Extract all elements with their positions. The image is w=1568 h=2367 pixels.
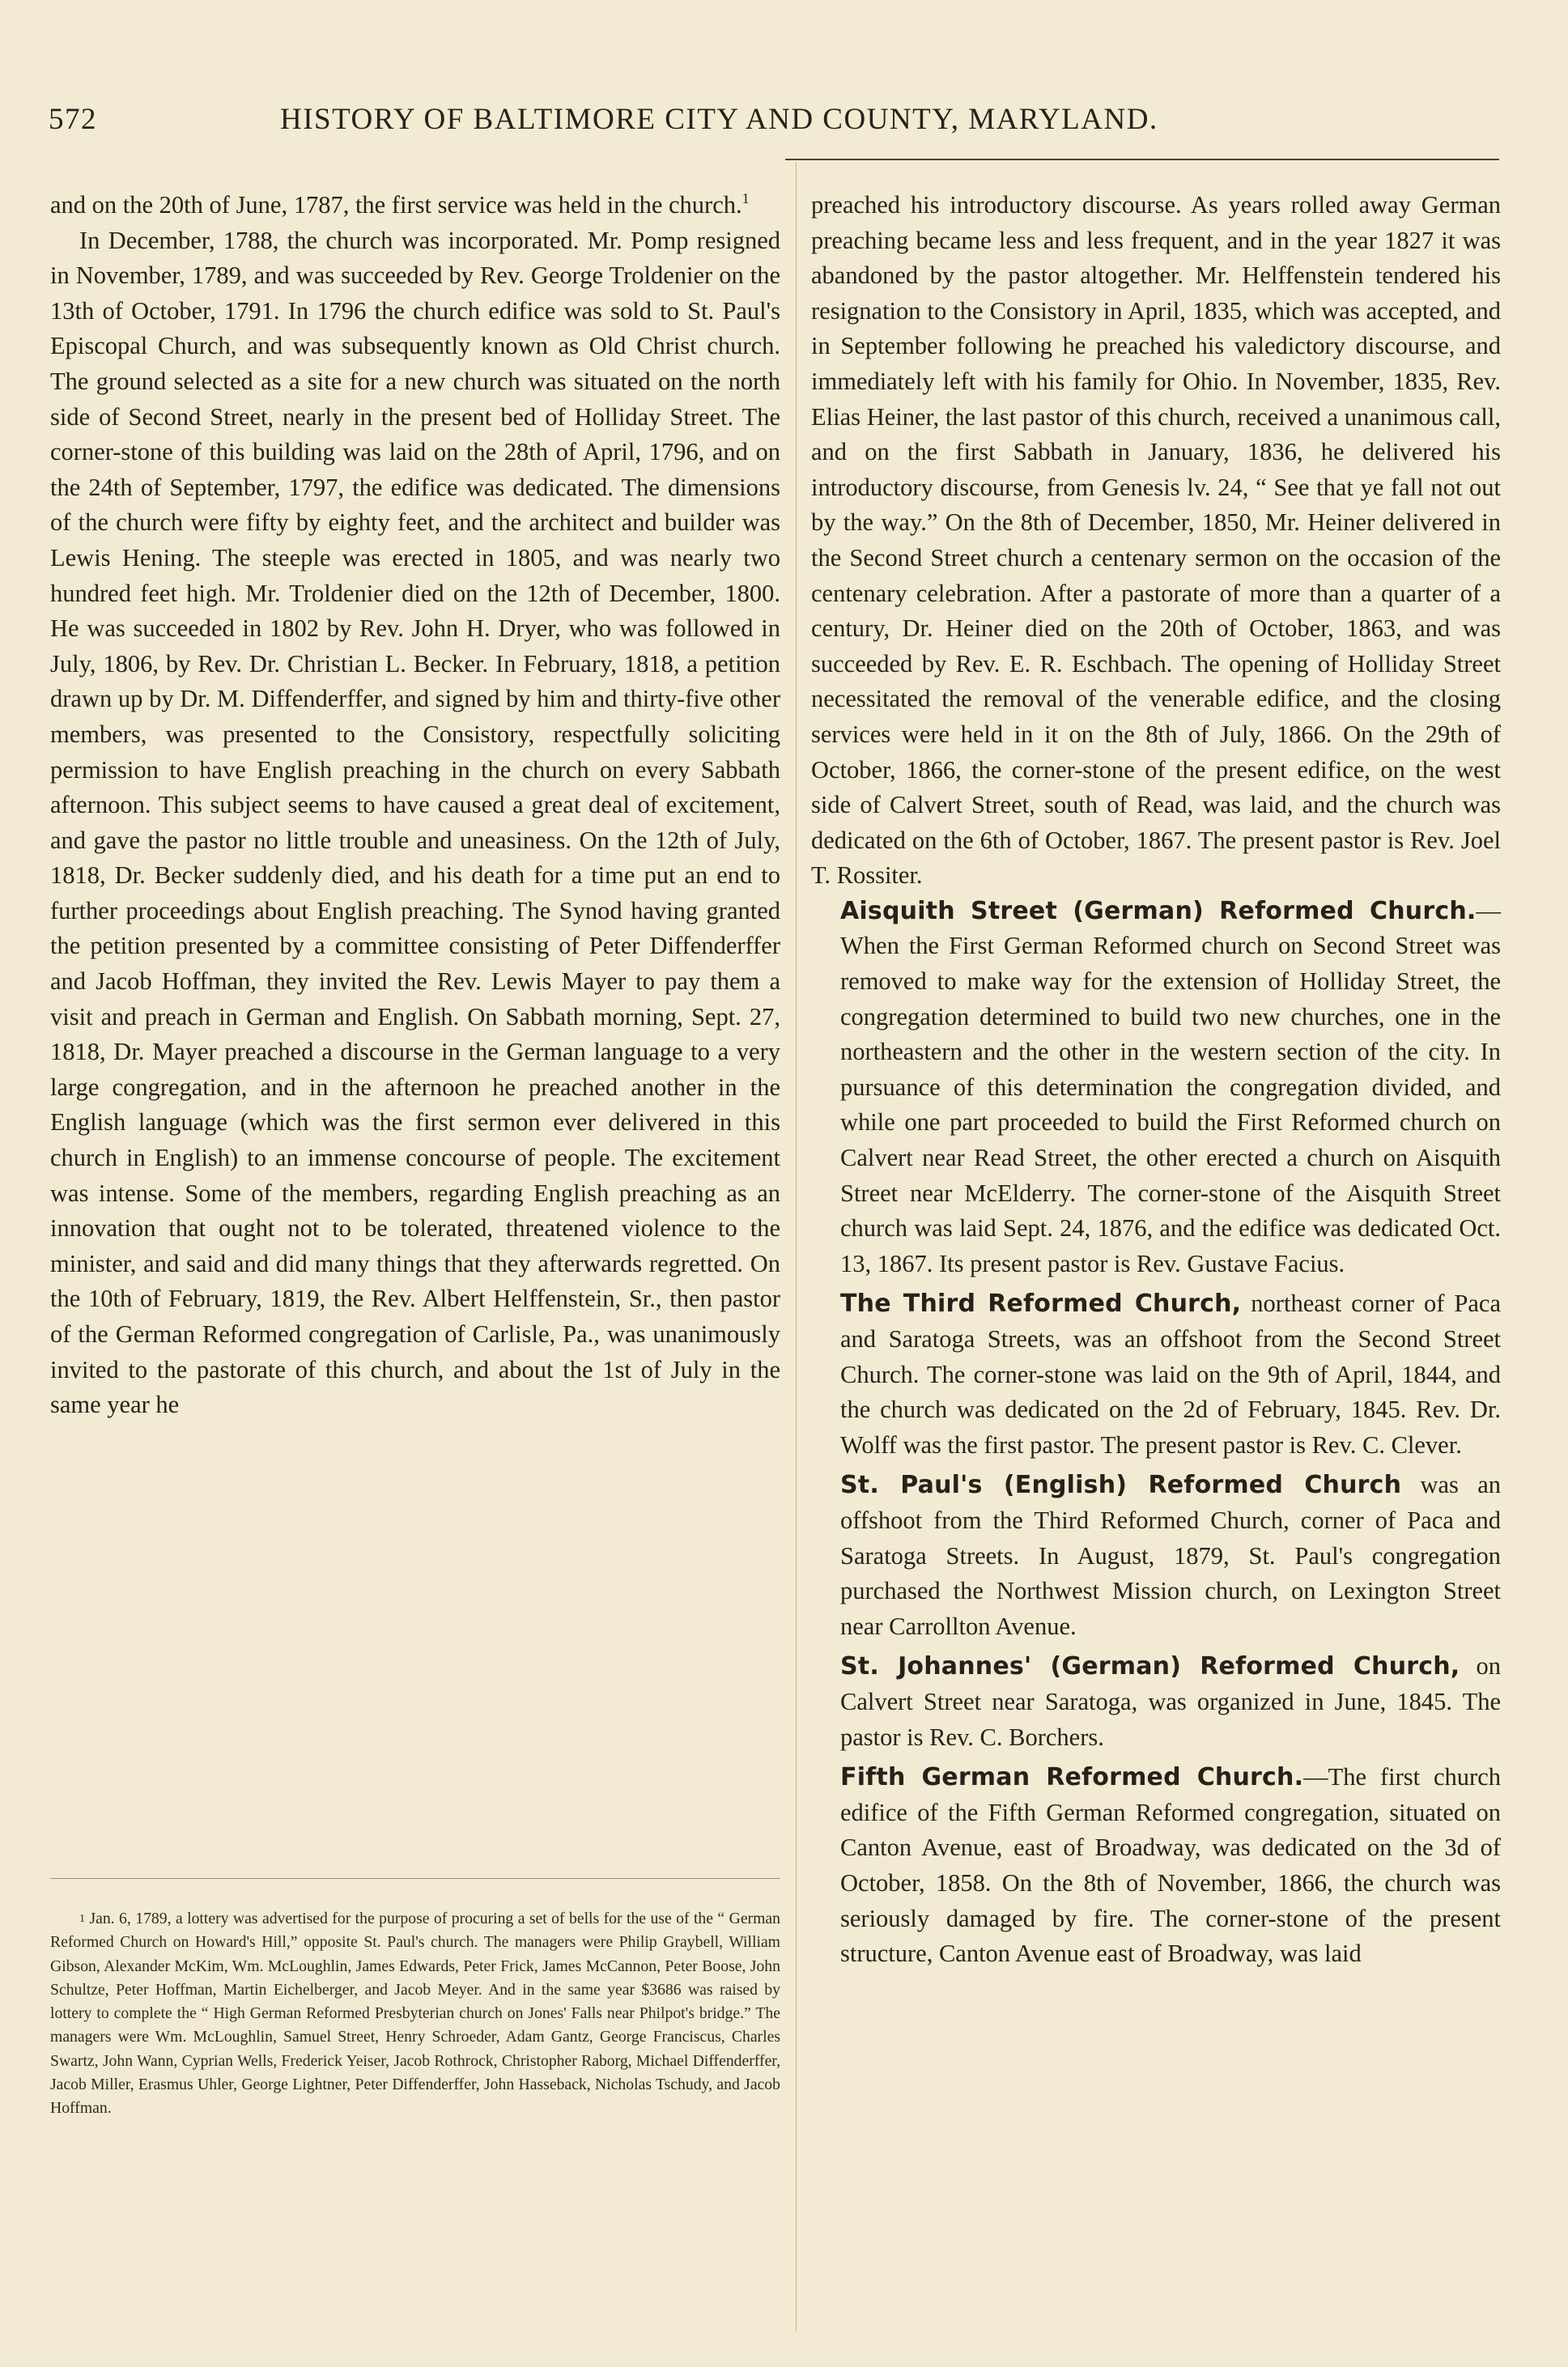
entry-heading: Fifth German Reformed Church. [840,1763,1304,1792]
entry-text: was an offshoot from the Third Reformed Church, corner of Paca and Saratoga Streets. In August, 1879, St. Paul's congregation purchased the Northwest Mission church, on Lexington Street near Carrollton Avenue. [840,1471,1501,1640]
entry-text: on Calvert Street near Saratoga, was organized in June, 1845. The pastor is Rev. C. Borchers. [840,1652,1502,1751]
church-entry-aisquith-street [811,894,1501,1282]
footnote-rule [50,1878,780,1879]
entry-heading: The Third Reformed Church, [840,1290,1242,1319]
footnote [50,1907,780,2121]
entry-text: —When the First German Reformed church on Second Street was removed to make way for the extension of Holliday Street, the congregation determined to build two new churches, one in the northeastern and the other in the western section of the city. In pursuance of this determination the congregation divided, and while one part proceeded to build the First Reformed church on Calvert near Read Street, the other erected a church on Aisquith Street near McElderry. The corner-stone of the Aisquith Street church was laid Sept. 24, 1876, and the edifice was dedicated Oct. 13, 1867. Its present pastor is Rev. Gustave Facius. [840,896,1501,1277]
entry-heading: St. Johannes' (German) Reformed Church, [840,1652,1460,1681]
entry-heading: St. Paul's (English) Reformed Church [840,1471,1402,1500]
right-column [811,188,1501,1972]
paragraph-text: and on the 20th of June, 1787, the first service was held in the church. [50,191,742,219]
entry-heading: Aisquith Street (German) Reformed Church. [840,896,1477,925]
paragraph: preached his introductory discourse. As years rolled away German preaching became less and less frequent, and in the year 1827 it was abandoned by the pastor altogether. Mr. Helffenstein tendered his resignation to the Consistory in April, 1835, which was accepted, and in September following he preached his valedictory discourse, and immediately left with his family for Ohio. In November, 1835, Rev. Elias Heiner, the last pastor of this church, received a unanimous call, and on the first Sabbath in January, 1836, he delivered his introductory discourse, from Genesis lv. 24, “ See that ye fall not out by the way.” On the 8th of December, 1850, Mr. Heiner delivered in the Second Street church a centenary sermon on the occasion of the centenary celebration. After a pastorate of more than a quarter of a century, Dr. Heiner died on the 20th of October, 1863, and was succeeded by Rev. E. R. Eschbach. The opening of Holliday Street necessitated the removal of the venerable edifice, and the closing services were held in it on the 8th of July, 1866. On the 29th of October, 1866, the corner-stone of the present edifice, on the west side of Calvert Street, south of Read, was laid, and the church was dedicated on the 6th of October, 1867. The present pastor is Rev. Joel T. Rossiter. [811,191,1501,890]
entry-text: northeast corner of Paca and Saratoga Streets, was an offshoot from the Second Street Church. The corner-stone was laid on the 9th of April, 1844, and the church was dedicated on the 2d of February, 1845. Rev. Dr. Wolff was the first pastor. The present pastor is Rev. C. Clever. [840,1290,1502,1459]
entry-text: —The first church edifice of the Fifth German Reformed congregation, situated on Canton Avenue, east of Broadway, was dedicated on the 3d of October, 1858. On the 8th of November, 1866, the church was seriously damaged by fire. The corner-stone of the present structure, Canton Avenue east of Broadway, was laid [840,1763,1502,1968]
left-column [50,188,780,1423]
column-divider [796,162,797,2331]
footnote-reference: 1 [742,190,750,206]
church-entry-st-pauls-english [811,1468,1501,1644]
footnote-marker: 1 [79,1913,85,1925]
church-entry-st-johannes [811,1649,1501,1755]
running-head [49,102,1506,142]
church-entry-fifth-german [811,1760,1501,1972]
paragraph [50,188,780,223]
paragraph: In December, 1788, the church was incorporated. Mr. Pomp resigned in November, 1789, and was succeeded by Rev. George Troldenier on the 13th of October, 1791. In 1796 the church edifice was sold to St. Paul's Episcopal Church, and was subsequently known as Old Christ church. The ground selected as a site for a new church was situated on the north side of Second Street, nearly in the present bed of Holliday Street. The corner-stone of this building was laid on the 28th of April, 1796, and on the 24th of September, 1797, the edifice was dedicated. The dimensions of the church were fifty by eighty feet, and the architect and builder was Lewis Hening. The steeple was erected in 1805, and was nearly two hundred feet high. Mr. Troldenier died on the 12th of December, 1800. He was succeeded in 1802 by Rev. John H. Dryer, who was followed in July, 1806, by Rev. Dr. Christian L. Becker. In February, 1818, a petition drawn up by Dr. M. Diffenderffer, and signed by him and thirty-five other members, was presented to the Consistory, respectfully soliciting permission to have English preaching in the church on every Sabbath afternoon. This subject seems to have caused a great deal of excitement, and gave the pastor no little trouble and uneasiness. On the 12th of July, 1818, Dr. Becker suddenly died, and his death for a time put an end to further proceedings about English preaching. The Synod having granted the petition presented by a committee consisting of Peter Diffenderffer and Jacob Hoffman, they invited the Rev. Lewis Mayer to pay them a visit and preach in German and English. On Sabbath morning, Sept. 27, 1818, Dr. Mayer preached a discourse in the German language to a very large congregation, and in the afternoon he preached another in the English language (which was the first sermon ever delivered in this church in English) to an immense concourse of people. The excitement was intense. Some of the members, regarding English preaching as an innovation that ought not to be tolerated, threatened violence to the minister, and said and did many things that they afterwards regretted. On the 10th of February, 1819, the Rev. Albert Helffenstein, Sr., then pastor of the German Reformed congregation of Carlisle, Pa., was unanimously invited to the pastorate of this church, and about the 1st of July in the same year he [50,226,780,1419]
running-title: HISTORY OF BALTIMORE CITY AND COUNTY, MARYLAND. [280,103,1158,136]
footnote-text: Jan. 6, 1789, a lottery was advertised for the purpose of procuring a set of bells for the use of the “ German Reformed Church on Howard's Hill,” opposite St. Paul's church. The managers were Philip Graybell, William Gibson, Alexander McKim, Wm. McLoughlin, James Edwards, Peter Frick, James McCannon, Peter Boose, John Schultze, Peter Hoffman, Martin Eichelberger, and Jacob Meyer. And in the same year $3686 was raised by lottery to complete the “ High German Reformed Presbyterian church on Jones' Falls near Philpot's bridge.” The managers were Wm. McLoughlin, Samuel Street, Henry Schroeder, Adam Gantz, George Franciscus, Charles Swartz, John Wann, Cyprian Wells, Frederick Yeiser, Jacob Rothrock, Christopher Raborg, Michael Diffenderffer, Jacob Miller, Erasmus Uhler, George Lightner, Peter Diffenderffer, John Hasseback, Nicholas Tschudy, and Jacob Hoffman. [50,1910,781,2118]
page-number: 572 [49,103,97,136]
church-entry-third-reformed [811,1286,1501,1463]
header-rule [785,159,1499,160]
